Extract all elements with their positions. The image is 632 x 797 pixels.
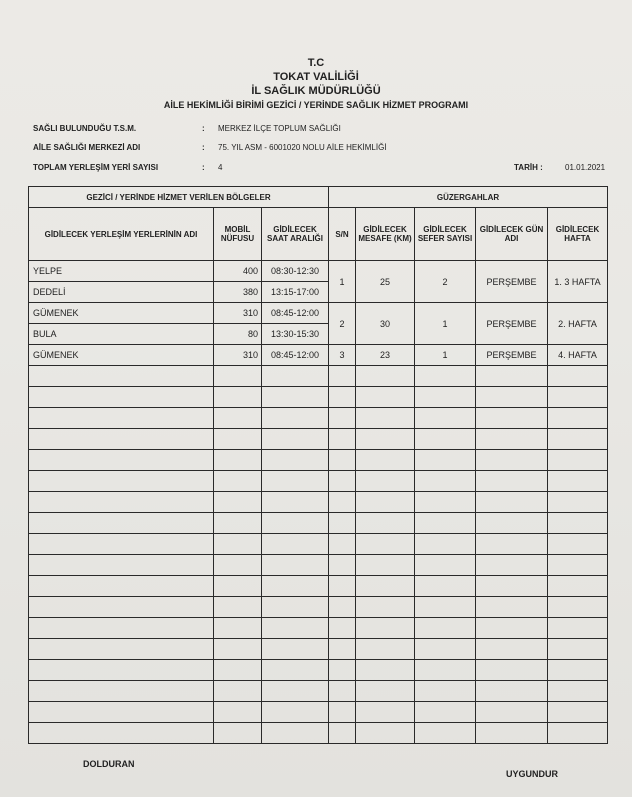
empty-cell <box>329 492 356 513</box>
empty-cell <box>476 429 548 450</box>
empty-cell <box>29 534 214 555</box>
empty-cell <box>29 723 214 744</box>
time-range: 13:30-15:30 <box>262 324 329 345</box>
empty-cell <box>29 576 214 597</box>
column-header-time: GİDİLECEK SAAT ARALIĞI <box>262 208 329 261</box>
header-governorship: TOKAT VALİLİĞİ <box>273 71 359 83</box>
empty-cell <box>356 492 415 513</box>
empty-cell <box>214 597 262 618</box>
info-sep-3: : <box>202 163 205 172</box>
empty-cell <box>262 702 329 723</box>
empty-cell <box>356 450 415 471</box>
route-sn: 2 <box>329 303 356 345</box>
empty-cell <box>262 576 329 597</box>
info-date-label: TARİH : <box>514 163 543 172</box>
empty-cell <box>214 576 262 597</box>
empty-cell <box>476 513 548 534</box>
empty-cell <box>476 660 548 681</box>
footer-approved: UYGUNDUR <box>506 769 559 779</box>
empty-table-row <box>29 471 608 492</box>
empty-cell <box>262 429 329 450</box>
empty-cell <box>548 366 608 387</box>
empty-cell <box>356 597 415 618</box>
empty-cell <box>329 450 356 471</box>
time-range: 08:30-12:30 <box>262 261 329 282</box>
empty-table-row <box>29 366 608 387</box>
empty-table-row <box>29 450 608 471</box>
empty-cell <box>262 408 329 429</box>
route-distance: 23 <box>356 345 415 366</box>
empty-cell <box>214 429 262 450</box>
population-value: 400 <box>214 261 262 282</box>
empty-cell <box>356 429 415 450</box>
empty-cell <box>476 723 548 744</box>
header-directorate: İL SAĞLIK MÜDÜRLÜĞÜ <box>251 85 381 97</box>
empty-cell <box>415 660 476 681</box>
empty-cell <box>214 723 262 744</box>
empty-cell <box>329 513 356 534</box>
empty-cell <box>415 534 476 555</box>
empty-cell <box>262 597 329 618</box>
settlement-name: GÜMENEK <box>29 345 214 366</box>
empty-cell <box>548 723 608 744</box>
empty-cell <box>329 429 356 450</box>
group-header-routes: GÜZERGAHLAR <box>329 187 608 208</box>
empty-cell <box>29 660 214 681</box>
empty-cell <box>262 492 329 513</box>
empty-table-row <box>29 408 608 429</box>
empty-cell <box>29 492 214 513</box>
empty-cell <box>329 639 356 660</box>
empty-cell <box>415 450 476 471</box>
empty-table-row <box>29 576 608 597</box>
empty-cell <box>214 408 262 429</box>
empty-table-row <box>29 534 608 555</box>
empty-cell <box>329 471 356 492</box>
route-trips: 2 <box>415 261 476 303</box>
column-header-week: GİDİLECEK HAFTA <box>548 208 608 261</box>
empty-cell <box>262 387 329 408</box>
empty-table-row <box>29 681 608 702</box>
empty-table-row <box>29 555 608 576</box>
empty-cell <box>476 387 548 408</box>
empty-cell <box>548 471 608 492</box>
empty-cell <box>29 618 214 639</box>
route-week: 1. 3 HAFTA <box>548 261 608 303</box>
empty-cell <box>29 429 214 450</box>
empty-cell <box>29 450 214 471</box>
route-day: PERŞEMBE <box>476 303 548 345</box>
empty-cell <box>356 387 415 408</box>
settlement-name: BULA <box>29 324 214 345</box>
table-row <box>29 261 608 282</box>
column-header-trips: GİDİLECEK SEFER SAYISI <box>415 208 476 261</box>
empty-table-row <box>29 702 608 723</box>
empty-cell <box>415 639 476 660</box>
empty-cell <box>262 534 329 555</box>
empty-cell <box>548 702 608 723</box>
empty-rows <box>29 366 608 744</box>
empty-cell <box>548 660 608 681</box>
empty-cell <box>548 429 608 450</box>
empty-cell <box>548 387 608 408</box>
empty-cell <box>214 366 262 387</box>
empty-table-row <box>29 639 608 660</box>
empty-cell <box>548 492 608 513</box>
route-day: PERŞEMBE <box>476 345 548 366</box>
empty-cell <box>29 387 214 408</box>
empty-cell <box>214 513 262 534</box>
empty-cell <box>356 513 415 534</box>
empty-cell <box>262 681 329 702</box>
empty-cell <box>29 366 214 387</box>
empty-cell <box>476 618 548 639</box>
info-asm-label: AİLE SAĞLIĞI MERKEZİ ADI <box>33 143 141 152</box>
empty-cell <box>262 450 329 471</box>
empty-cell <box>415 366 476 387</box>
empty-cell <box>476 555 548 576</box>
program-table <box>28 186 608 744</box>
empty-cell <box>548 450 608 471</box>
empty-cell <box>329 408 356 429</box>
empty-cell <box>262 618 329 639</box>
route-week: 2. HAFTA <box>548 303 608 345</box>
empty-cell <box>415 471 476 492</box>
empty-cell <box>29 681 214 702</box>
empty-cell <box>415 723 476 744</box>
empty-cell <box>329 618 356 639</box>
empty-cell <box>548 639 608 660</box>
empty-cell <box>415 408 476 429</box>
empty-cell <box>29 471 214 492</box>
empty-cell <box>29 408 214 429</box>
empty-cell <box>548 534 608 555</box>
population-value: 80 <box>214 324 262 345</box>
time-range: 08:45-12:00 <box>262 303 329 324</box>
empty-cell <box>476 534 548 555</box>
column-header-population: MOBİL NÜFUSU <box>214 208 262 261</box>
table-row <box>29 303 608 324</box>
empty-table-row <box>29 429 608 450</box>
settlement-name: YELPE <box>29 261 214 282</box>
empty-cell <box>214 555 262 576</box>
time-range: 13:15-17:00 <box>262 282 329 303</box>
route-trips: 1 <box>415 303 476 345</box>
empty-cell <box>262 513 329 534</box>
time-range: 08:45-12:00 <box>262 345 329 366</box>
empty-table-row <box>29 660 608 681</box>
empty-cell <box>476 471 548 492</box>
empty-cell <box>356 618 415 639</box>
empty-cell <box>476 576 548 597</box>
empty-cell <box>214 660 262 681</box>
empty-cell <box>476 492 548 513</box>
empty-cell <box>415 702 476 723</box>
empty-cell <box>476 681 548 702</box>
empty-cell <box>262 555 329 576</box>
info-sep-2: : <box>202 143 205 152</box>
empty-cell <box>262 366 329 387</box>
info-tsm-value: MERKEZ İLÇE TOPLUM SAĞLIĞI <box>218 124 341 133</box>
info-asm-value: 75. YIL ASM - 6001020 NOLU AİLE HEKİMLİĞİ <box>218 143 387 152</box>
empty-cell <box>415 555 476 576</box>
empty-cell <box>29 555 214 576</box>
empty-table-row <box>29 513 608 534</box>
empty-cell <box>329 597 356 618</box>
empty-cell <box>214 450 262 471</box>
empty-table-row <box>29 723 608 744</box>
info-count-value: 4 <box>218 163 223 172</box>
column-header-distance: GİDİLECEK MESAFE (KM) <box>356 208 415 261</box>
empty-cell <box>476 408 548 429</box>
empty-cell <box>415 618 476 639</box>
empty-table-row <box>29 618 608 639</box>
empty-cell <box>356 681 415 702</box>
population-value: 310 <box>214 345 262 366</box>
empty-cell <box>29 639 214 660</box>
route-sn: 3 <box>329 345 356 366</box>
empty-cell <box>214 387 262 408</box>
empty-table-row <box>29 492 608 513</box>
empty-cell <box>356 723 415 744</box>
route-distance: 30 <box>356 303 415 345</box>
empty-cell <box>29 513 214 534</box>
empty-cell <box>548 597 608 618</box>
empty-cell <box>329 555 356 576</box>
empty-cell <box>214 534 262 555</box>
empty-cell <box>415 387 476 408</box>
empty-cell <box>356 366 415 387</box>
empty-cell <box>262 639 329 660</box>
group-header-regions: GEZİCİ / YERİNDE HİZMET VERİLEN BÖLGELER <box>29 187 329 208</box>
route-week: 4. HAFTA <box>548 345 608 366</box>
empty-cell <box>356 702 415 723</box>
empty-cell <box>262 660 329 681</box>
empty-cell <box>329 702 356 723</box>
empty-cell <box>262 723 329 744</box>
empty-cell <box>329 366 356 387</box>
empty-cell <box>262 471 329 492</box>
empty-cell <box>476 597 548 618</box>
empty-cell <box>29 597 214 618</box>
empty-cell <box>329 576 356 597</box>
empty-cell <box>476 702 548 723</box>
footer-filled-by: DOLDURAN <box>83 759 135 769</box>
info-date-value: 01.01.2021 <box>565 163 606 172</box>
empty-cell <box>29 702 214 723</box>
empty-cell <box>214 492 262 513</box>
empty-cell <box>548 513 608 534</box>
empty-cell <box>329 387 356 408</box>
empty-cell <box>329 681 356 702</box>
empty-cell <box>356 471 415 492</box>
empty-cell <box>329 723 356 744</box>
empty-cell <box>476 366 548 387</box>
empty-cell <box>356 639 415 660</box>
settlement-name: GÜMENEK <box>29 303 214 324</box>
empty-cell <box>476 639 548 660</box>
empty-cell <box>548 618 608 639</box>
column-header-day: GİDİLECEK GÜN ADI <box>476 208 548 261</box>
route-sn: 1 <box>329 261 356 303</box>
info-tsm-label: SAĞLI BULUNDUĞU T.S.M. <box>33 124 137 133</box>
empty-cell <box>214 639 262 660</box>
empty-cell <box>356 576 415 597</box>
empty-cell <box>214 471 262 492</box>
empty-cell <box>214 618 262 639</box>
empty-cell <box>548 681 608 702</box>
empty-cell <box>356 408 415 429</box>
info-sep-1: : <box>202 124 205 133</box>
empty-cell <box>415 681 476 702</box>
empty-cell <box>415 513 476 534</box>
header-tc: T.C <box>307 57 325 69</box>
empty-cell <box>356 660 415 681</box>
population-value: 310 <box>214 303 262 324</box>
empty-cell <box>214 702 262 723</box>
column-header-sn: S/N <box>329 208 356 261</box>
empty-cell <box>356 555 415 576</box>
empty-cell <box>476 450 548 471</box>
route-distance: 25 <box>356 261 415 303</box>
empty-cell <box>548 576 608 597</box>
empty-cell <box>415 492 476 513</box>
route-trips: 1 <box>415 345 476 366</box>
empty-cell <box>329 660 356 681</box>
empty-cell <box>356 534 415 555</box>
table-row <box>29 345 608 366</box>
empty-cell <box>548 408 608 429</box>
empty-cell <box>415 429 476 450</box>
empty-cell <box>415 576 476 597</box>
population-value: 380 <box>214 282 262 303</box>
empty-cell <box>329 534 356 555</box>
column-header-settlement: GİDİLECEK YERLEŞİM YERLERİNİN ADI <box>29 208 214 261</box>
settlement-name: DEDELİ <box>29 282 214 303</box>
empty-table-row <box>29 387 608 408</box>
header-program-title: AİLE HEKİMLİĞİ BİRİMİ GEZİCİ / YERİNDE SAĞLIK HİZMET PROGRAMI <box>163 100 469 110</box>
route-day: PERŞEMBE <box>476 261 548 303</box>
info-count-label: TOPLAM YERLEŞİM YERİ SAYISI <box>33 163 159 172</box>
empty-table-row <box>29 597 608 618</box>
empty-cell <box>214 681 262 702</box>
empty-cell <box>548 555 608 576</box>
empty-cell <box>415 597 476 618</box>
